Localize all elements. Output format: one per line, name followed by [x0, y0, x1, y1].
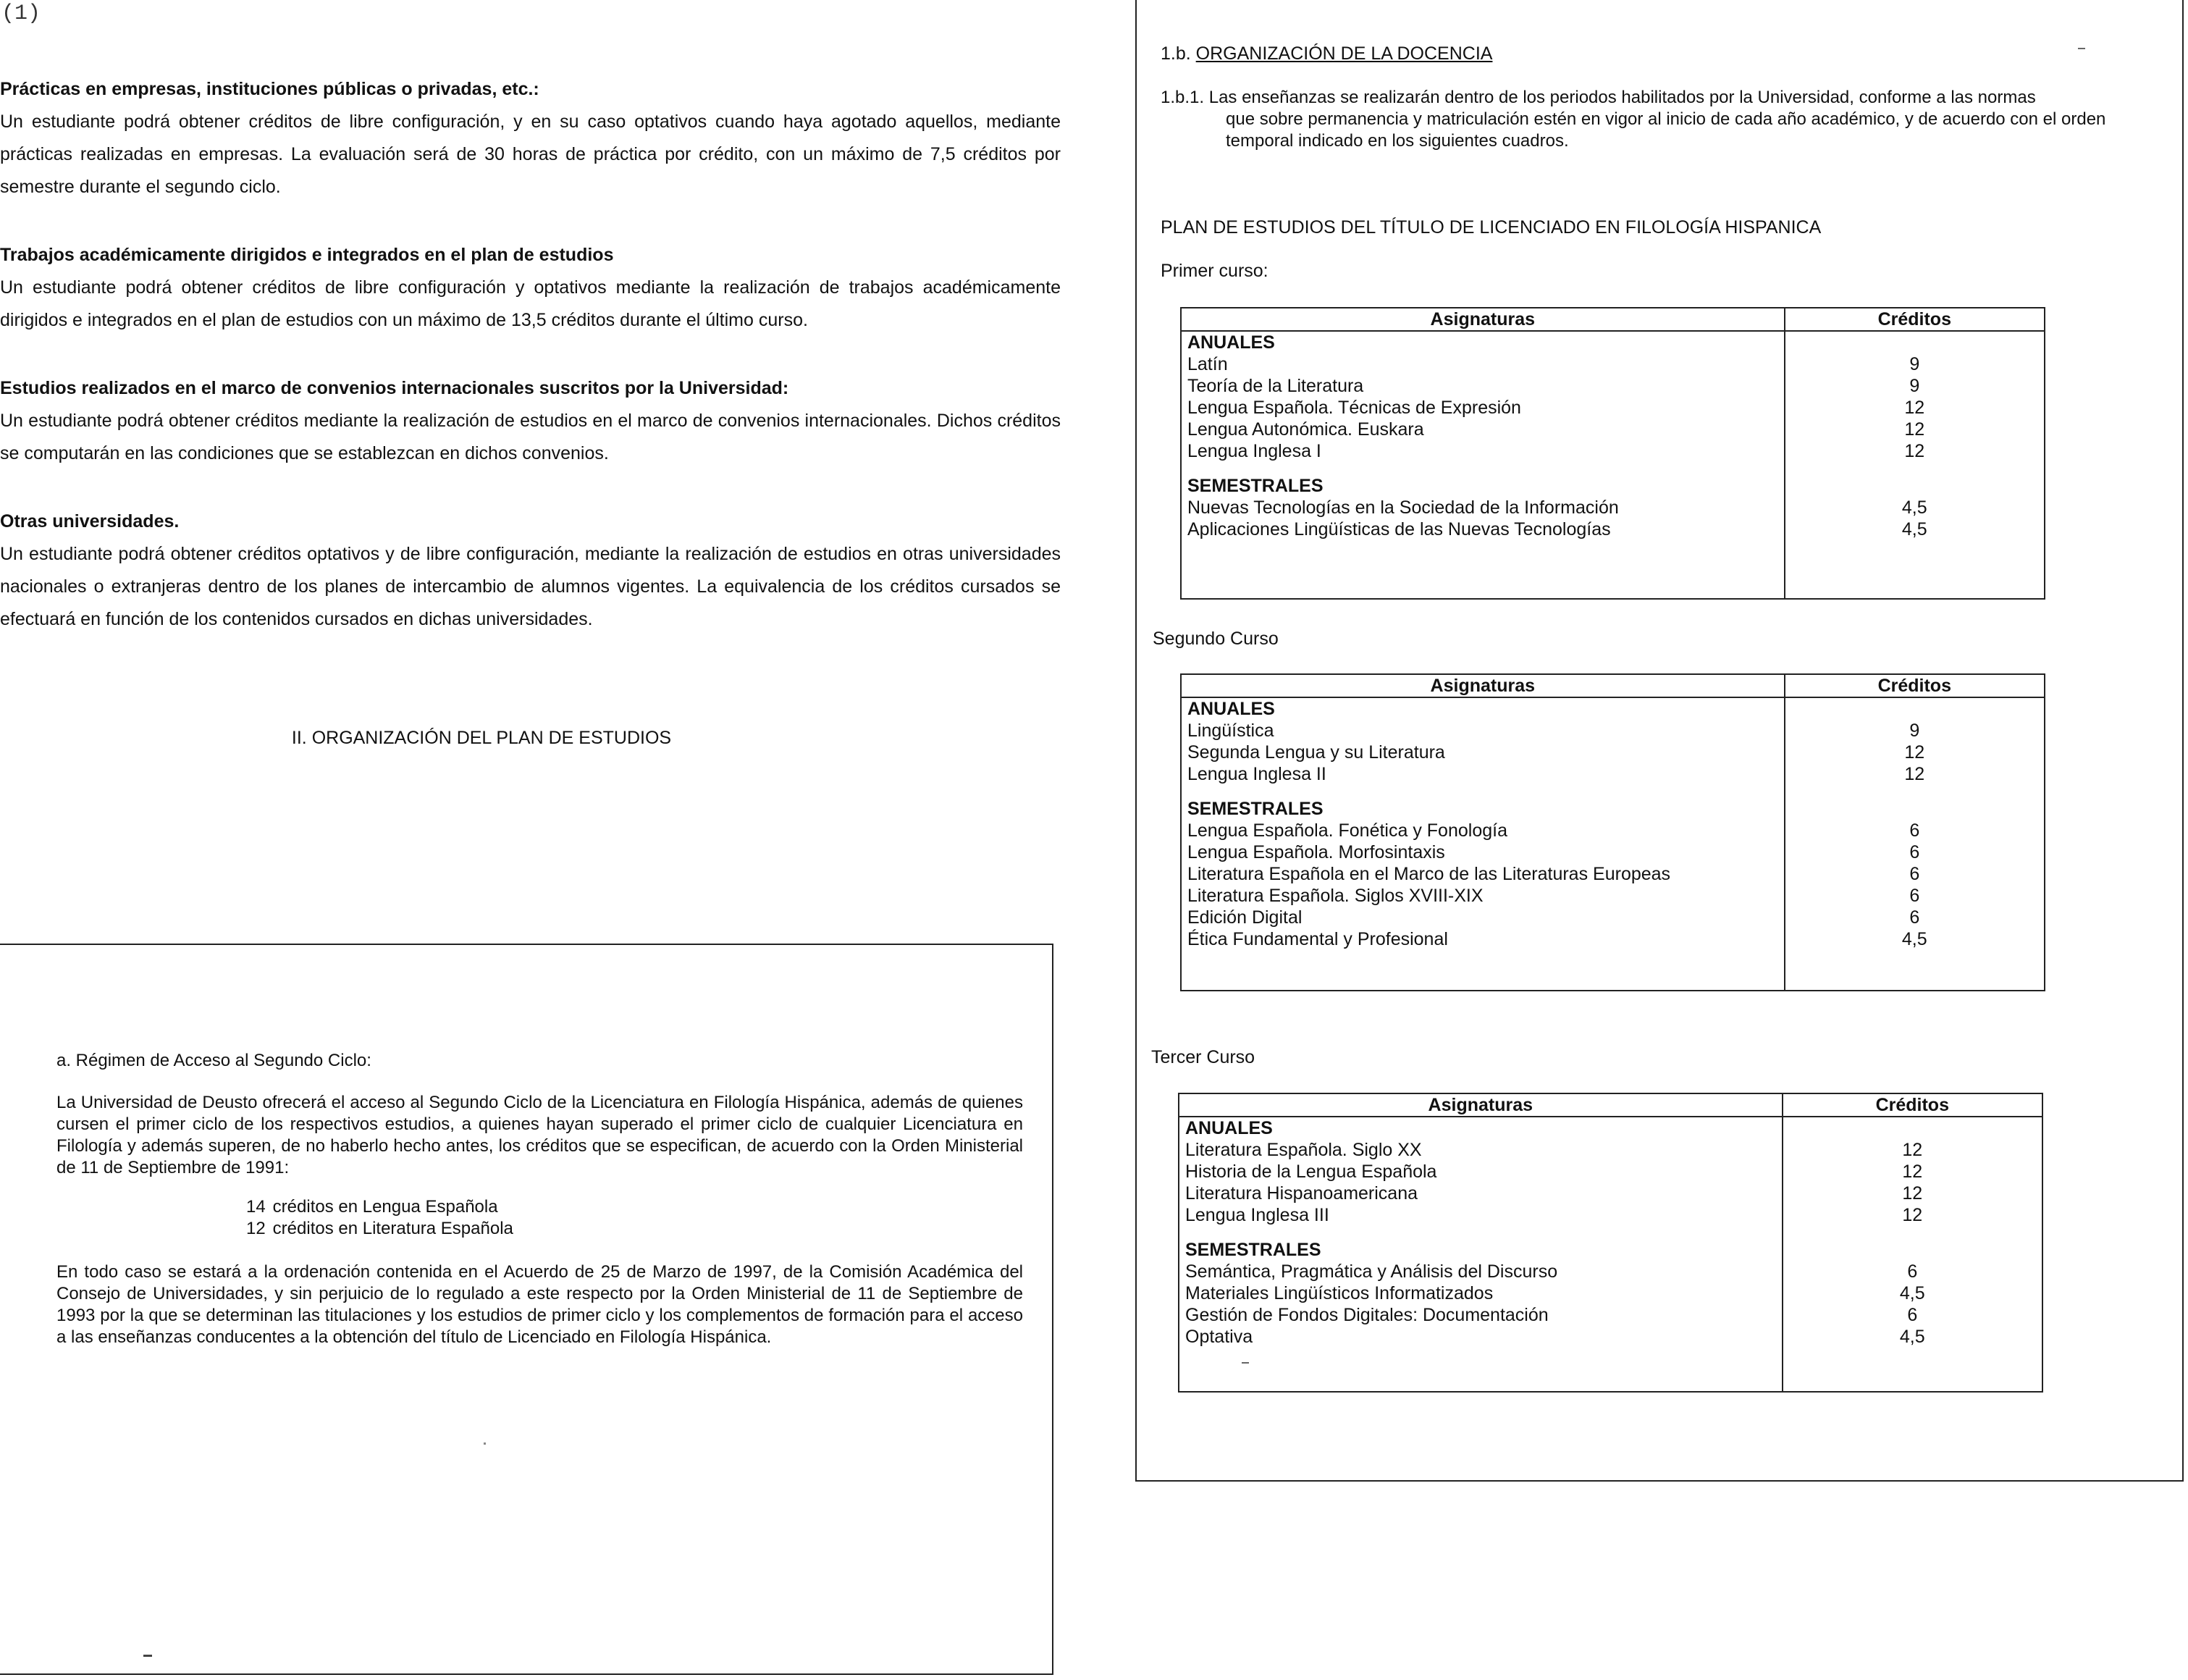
access-credits-list [246, 1196, 1023, 1240]
column-header-credits: Créditos [1785, 308, 2045, 331]
table-row [1181, 742, 2045, 763]
column-header-credits: Créditos [1783, 1093, 2042, 1117]
subject-credits: 4,5 [1785, 497, 2045, 518]
access-credit-item [246, 1196, 1023, 1218]
subject-name: Segunda Lengua y su Literatura [1181, 742, 1785, 763]
access-box-content [56, 1050, 1023, 1348]
subject-name: Gestión de Fondos Digitales: Documentación [1179, 1304, 1783, 1326]
subject-credits: 12 [1783, 1183, 2042, 1204]
section-convenios [0, 371, 1061, 470]
section-trabajos [0, 238, 1061, 337]
section-body: Un estudiante podrá obtener créditos mediante la realización de estudios en el marco de convenios internacionales. Dichos créditos se computarán en las condiciones que se establezcan en dichos convenios. [0, 411, 1061, 463]
subject-credits: 6 [1783, 1304, 2042, 1326]
subject-credits: 6 [1783, 1261, 2042, 1282]
section-body: Un estudiante podrá obtener créditos optativos y de libre configuración, mediante la realización de estudios en otras universidades nacionales o extranjeras dentro de los planes de intercambio de alumnos vigentes. La equivalencia de los créditos cursados se efectuará en función de los contenidos cursados en dichas universidades. [0, 544, 1061, 629]
credit-number: 14 [246, 1197, 266, 1217]
subject-name: Aplicaciones Lingüísticas de las Nuevas Tecnologías [1181, 518, 1785, 540]
subject-name: Nuevas Tecnologías en la Sociedad de la Información [1181, 497, 1785, 518]
section-heading: Trabajos académicamente dirigidos e integrados en el plan de estudios [0, 245, 614, 265]
credit-number: 12 [246, 1219, 266, 1238]
group-label: ANUALES [1181, 331, 1785, 353]
table-row [1179, 1183, 2042, 1204]
table-row [1179, 1326, 2042, 1348]
subject-name: Lengua Inglesa I [1181, 440, 1785, 462]
heading-number: 1.b. [1161, 43, 1191, 64]
subject-name: Ética Fundamental y Profesional [1181, 928, 1785, 950]
subject-name: Materiales Lingüísticos Informatizados [1179, 1282, 1783, 1304]
plan-organization-title: II. ORGANIZACIÓN DEL PLAN DE ESTUDIOS [291, 728, 672, 748]
paragraph-first-line: Las enseñanzas se realizarán dentro de los periodos habilitados por la Universidad, conforme a las normas [1208, 88, 2036, 107]
group-label: ANUALES [1179, 1117, 1783, 1139]
subject-credits: 4,5 [1783, 1282, 2042, 1304]
table-row [1181, 419, 2045, 440]
table-row [1179, 1204, 2042, 1226]
access-paragraph: En todo caso se estará a la ordenación contenida en el Acuerdo de 25 de Marzo de 1997, de la Comisión Académica del Consejo de Universidades, y sin perjuicio de lo regulado a este respecto por la Orden Ministerial de 11 de Septiembre de 1993 por la que se determinan las titulaciones y los estudios de primer ciclo y los complementos de formación para el acceso a las enseñanzas conducentes a la obtención del título de Licenciado en Filología Hispánica. [56, 1262, 1023, 1347]
section-heading: Estudios realizados en el marco de convenios internacionales suscritos por la Universidad: [0, 378, 789, 398]
section-heading: Prácticas en empresas, instituciones públicas o privadas, etc.: [0, 79, 539, 99]
scan-speck [484, 1442, 486, 1445]
group-label: SEMESTRALES [1181, 475, 1785, 497]
subject-name: Lengua Inglesa III [1179, 1204, 1783, 1226]
teaching-organization-heading [1161, 43, 1492, 64]
teaching-periods-paragraph [1161, 87, 2171, 152]
scan-mark [143, 1655, 152, 1657]
subject-name: Latín [1181, 353, 1785, 375]
table-row [1181, 763, 2045, 785]
course-table-primer [1180, 307, 2045, 600]
section-heading: Otras universidades. [0, 511, 180, 532]
subject-name: Edición Digital [1181, 907, 1785, 928]
subject-name: Literatura Española. Siglo XX [1179, 1139, 1783, 1161]
table-row [1179, 1261, 2042, 1282]
access-paragraph: La Universidad de Deusto ofrecerá el acceso al Segundo Ciclo de la Licenciatura en Filología Hispánica, además de quienes cursen el primer ciclo de los respectivos estudios, a quienes hayan superado el primer ciclo de cualquier Licenciatura en Filología y además superen, de no haberlo hecho antes, los créditos que se especifican, de acuerdo con la Orden Ministerial de 11 de Septiembre de 1991: [56, 1093, 1023, 1177]
table-row [1181, 440, 2045, 462]
column-header-credits: Créditos [1785, 674, 2045, 697]
scan-mark [2078, 48, 2085, 49]
table-row [1181, 885, 2045, 907]
table-row [1181, 353, 2045, 375]
paragraph-continuation: que sobre permanencia y matriculación estén en vigor al inicio de cada año académico, y de acuerdo con el orden temporal indicado en los siguientes cuadros. [1226, 109, 2106, 151]
table-row [1179, 1161, 2042, 1183]
subject-name: Semántica, Pragmática y Análisis del Discurso [1179, 1261, 1783, 1282]
course-label-segundo: Segundo Curso [1153, 629, 1279, 649]
subject-name: Historia de la Lengua Española [1179, 1161, 1783, 1183]
subject-credits: 12 [1785, 419, 2045, 440]
subject-name: Lengua Inglesa II [1181, 763, 1785, 785]
subject-credits: 4,5 [1783, 1326, 2042, 1348]
teaching-organization-panel [1135, 0, 2184, 1482]
section-otras-universidades [0, 505, 1061, 636]
table-row [1181, 841, 2045, 863]
course-table-tercer [1178, 1093, 2043, 1393]
table-row [1181, 497, 2045, 518]
table-row [1181, 375, 2045, 397]
group-label: ANUALES [1181, 697, 1785, 720]
table-row [1179, 1304, 2042, 1326]
course-table-segundo [1180, 673, 2045, 991]
subject-credits: 4,5 [1785, 928, 2045, 950]
scan-mark [1242, 1362, 1249, 1364]
subject-credits: 6 [1785, 885, 2045, 907]
subject-name: Lengua Española. Morfosintaxis [1181, 841, 1785, 863]
section-practicas [0, 72, 1061, 203]
table-row [1179, 1139, 2042, 1161]
subject-credits: 12 [1785, 397, 2045, 419]
study-plan-title: PLAN DE ESTUDIOS DEL TÍTULO DE LICENCIADO EN FILOLOGÍA HISPANICA [1161, 217, 1822, 238]
subject-credits: 9 [1785, 375, 2045, 397]
subject-name: Lengua Española. Fonética y Fonología [1181, 820, 1785, 841]
table-row [1181, 397, 2045, 419]
subject-name: Literatura Española. Siglos XVIII-XIX [1181, 885, 1785, 907]
subject-credits: 12 [1785, 763, 2045, 785]
column-header-subject: Asignaturas [1179, 1093, 1783, 1117]
column-header-subject: Asignaturas [1181, 308, 1785, 331]
table-row [1181, 928, 2045, 950]
page-number: (1) [1, 1, 41, 26]
course-label-tercer: Tercer Curso [1151, 1047, 1255, 1067]
paragraph-number: 1.b.1. [1161, 88, 1205, 107]
subject-credits: 12 [1783, 1161, 2042, 1183]
subject-credits: 9 [1785, 353, 2045, 375]
subject-credits: 4,5 [1785, 518, 2045, 540]
subject-credits: 12 [1783, 1139, 2042, 1161]
group-label: SEMESTRALES [1181, 798, 1785, 820]
left-column [0, 72, 1061, 671]
table-row [1181, 518, 2045, 540]
section-body: Un estudiante podrá obtener créditos de libre configuración, y en su caso optativos cuando haya agotado aquellos, mediante prácticas realizadas en empresas. La evaluación será de 30 horas de práctica por crédito, con un máximo de 7,5 créditos por semestre durante el segundo ciclo. [0, 112, 1061, 197]
table-row [1179, 1282, 2042, 1304]
table-row [1181, 720, 2045, 742]
access-regime-box [0, 944, 1053, 1675]
subject-credits: 12 [1785, 742, 2045, 763]
column-header-subject: Asignaturas [1181, 674, 1785, 697]
subject-credits: 12 [1785, 440, 2045, 462]
access-title: a. Régimen de Acceso al Segundo Ciclo: [56, 1051, 371, 1070]
group-label: SEMESTRALES [1179, 1239, 1783, 1261]
subject-name: Lengua Autonómica. Euskara [1181, 419, 1785, 440]
table-row [1181, 863, 2045, 885]
heading-text: ORGANIZACIÓN DE LA DOCENCIA [1195, 43, 1493, 64]
subject-credits: 6 [1785, 841, 2045, 863]
credit-text: créditos en Literatura Española [272, 1219, 513, 1238]
subject-name: Literatura Española en el Marco de las Literaturas Europeas [1181, 863, 1785, 885]
subject-name: Optativa [1179, 1326, 1783, 1348]
subject-credits: 12 [1783, 1204, 2042, 1226]
credit-text: créditos en Lengua Española [272, 1197, 498, 1217]
subject-credits: 6 [1785, 907, 2045, 928]
table-row [1181, 820, 2045, 841]
subject-credits: 6 [1785, 863, 2045, 885]
subject-name: Literatura Hispanoamericana [1179, 1183, 1783, 1204]
table-row [1181, 907, 2045, 928]
subject-name: Lengua Española. Técnicas de Expresión [1181, 397, 1785, 419]
subject-credits: 9 [1785, 720, 2045, 742]
subject-name: Teoría de la Literatura [1181, 375, 1785, 397]
subject-name: Lingüística [1181, 720, 1785, 742]
subject-credits: 6 [1785, 820, 2045, 841]
course-label-primer: Primer curso: [1161, 261, 1268, 281]
section-body: Un estudiante podrá obtener créditos de libre configuración y optativos mediante la realización de trabajos académicamente dirigidos e integrados en el plan de estudios con un máximo de 13,5 créditos durante el último curso. [0, 277, 1061, 330]
access-credit-item [246, 1218, 1023, 1240]
